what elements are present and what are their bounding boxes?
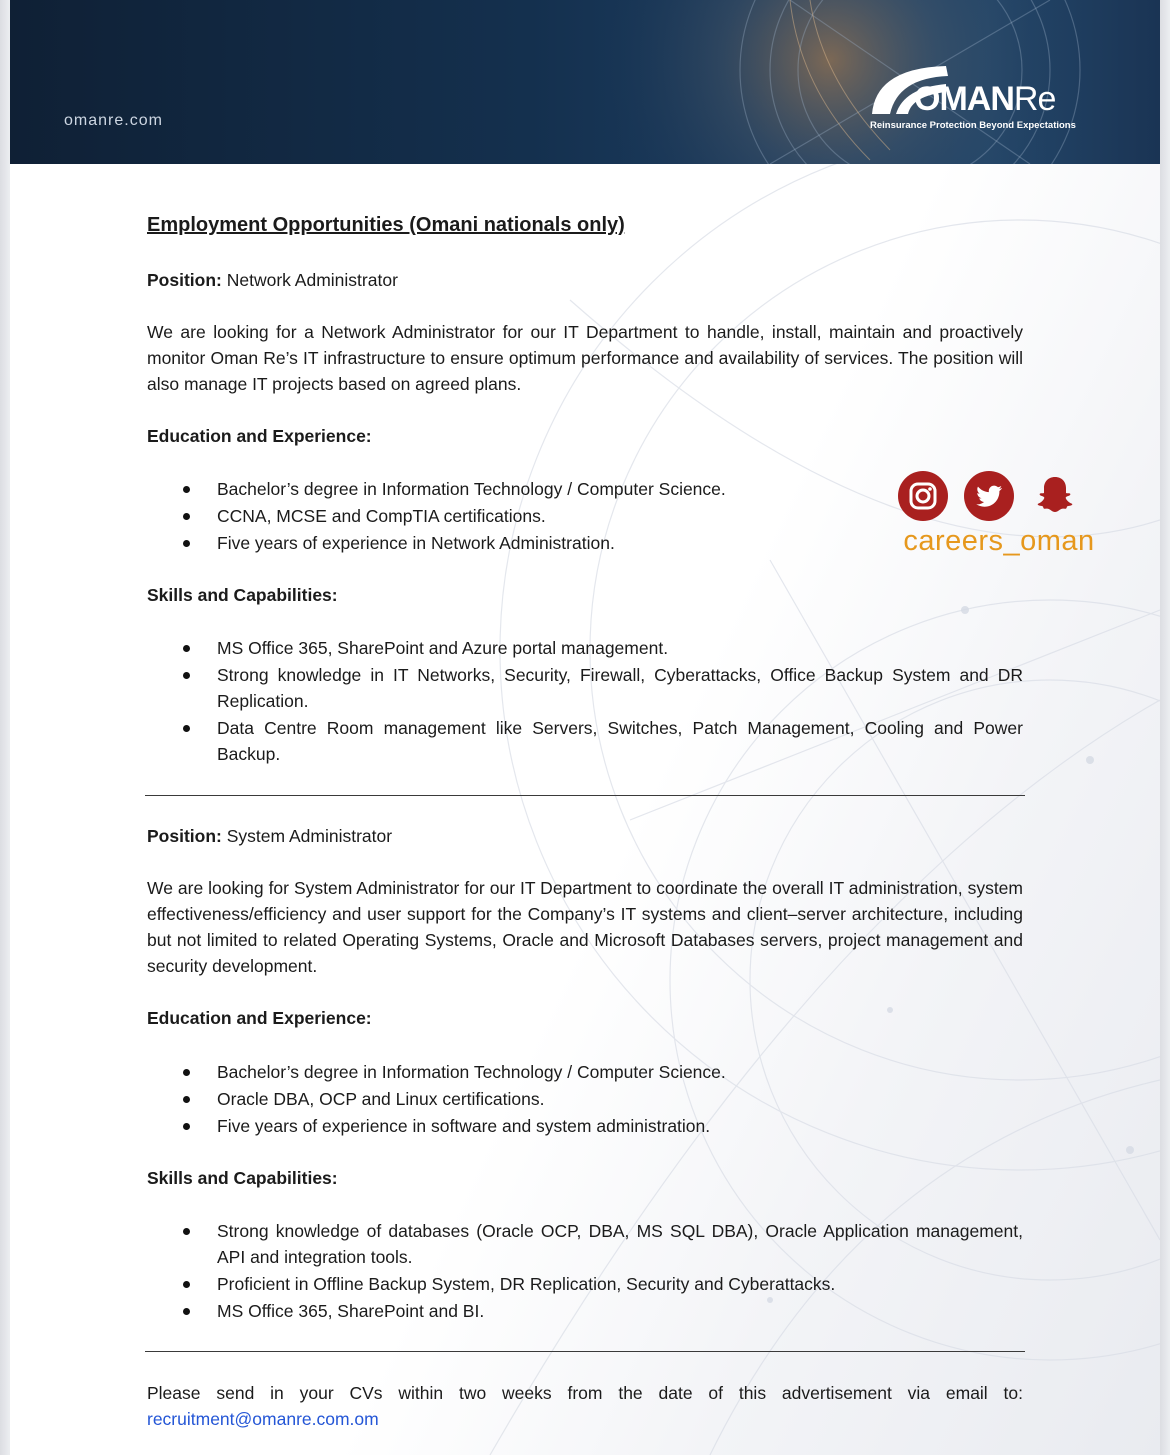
footer-instructions	[147, 1380, 1023, 1432]
position-2-skills-heading: Skills and Capabilities:	[147, 1168, 338, 1188]
list-item: Five years of experience in software and system administration.	[147, 1113, 1023, 1139]
list-item: Five years of experience in Network Administration.	[147, 530, 1023, 556]
document-page	[10, 0, 1160, 1455]
list-item: Proficient in Offline Backup System, DR Replication, Security and Cyberattacks.	[147, 1271, 1023, 1297]
footer-text: Please send in your CVs within two weeks from the date of this advertisement via email to:	[147, 1383, 1023, 1403]
logo-wordmark: OMANRe	[914, 80, 1056, 118]
position-1-skills-list	[147, 635, 1023, 768]
logo-tagline: Reinsurance Protection Beyond Expectations	[870, 120, 1076, 131]
snapchat-icon[interactable]	[1030, 471, 1080, 521]
page-edge-left	[0, 0, 10, 1455]
list-item: Oracle DBA, OCP and Linux certifications.	[147, 1086, 1023, 1112]
position-2-skills-list	[147, 1218, 1023, 1325]
list-item: Strong knowledge of databases (Oracle OCP, DBA, MS SQL DBA), Oracle Application management, API and integration tools.	[147, 1218, 1023, 1270]
omanre-logo	[866, 58, 1096, 134]
position-2-line: Position: System Administrator	[147, 826, 393, 846]
list-item: Bachelor’s degree in Information Technology / Computer Science.	[147, 1059, 1023, 1085]
position-2-name: System Administrator	[226, 826, 393, 846]
position-2-description: We are looking for System Administrator for our IT Department to coordinate the overall IT administration, system effectiveness/efficiency and user support for the Company’s IT systems and client–server architecture, including but not limited to related Operating Systems, Oracle and Microsoft Databases servers, project management and security development.	[147, 878, 1023, 976]
list-item: Bachelor’s degree in Information Technology / Computer Science.	[147, 476, 1023, 502]
position-1-education-heading: Education and Experience:	[147, 426, 372, 446]
section-divider	[145, 795, 1025, 796]
position-2-education-heading: Education and Experience:	[147, 1008, 372, 1028]
position-1-name: Network Administrator	[226, 270, 398, 290]
list-item: MS Office 365, SharePoint and Azure portal management.	[147, 635, 1023, 661]
position-1-education-list	[147, 476, 1023, 557]
list-item: Data Centre Room management like Servers, Switches, Patch Management, Cooling and Power Backup.	[147, 715, 1023, 767]
position-1-skills-heading: Skills and Capabilities:	[147, 585, 338, 605]
list-item: CCNA, MCSE and CompTIA certifications.	[147, 503, 1023, 529]
position-1-line: Position: Network Administrator	[147, 270, 398, 290]
list-item: MS Office 365, SharePoint and BI.	[147, 1298, 1023, 1324]
site-url[interactable]: omanre.com	[64, 112, 163, 129]
section-divider	[145, 1351, 1025, 1352]
recruitment-email-link[interactable]: recruitment@omanre.com.om	[147, 1409, 379, 1429]
page-title: Employment Opportunities (Omani nationals only)	[147, 214, 625, 236]
list-item: Strong knowledge in IT Networks, Security, Firewall, Cyberattacks, Office Backup System and DR Replication.	[147, 662, 1023, 714]
social-handle[interactable]: careers_oman	[903, 525, 1095, 557]
page-edge-right	[1160, 0, 1170, 1455]
position-1-description: We are looking for a Network Administrator for our IT Department to handle, install, maintain and proactively monitor Oman Re’s IT infrastructure to ensure optimum performance and availability of services. The position will also manage IT projects based on agreed plans.	[147, 322, 1023, 394]
position-2-education-list	[147, 1059, 1023, 1140]
header-banner	[10, 0, 1160, 164]
